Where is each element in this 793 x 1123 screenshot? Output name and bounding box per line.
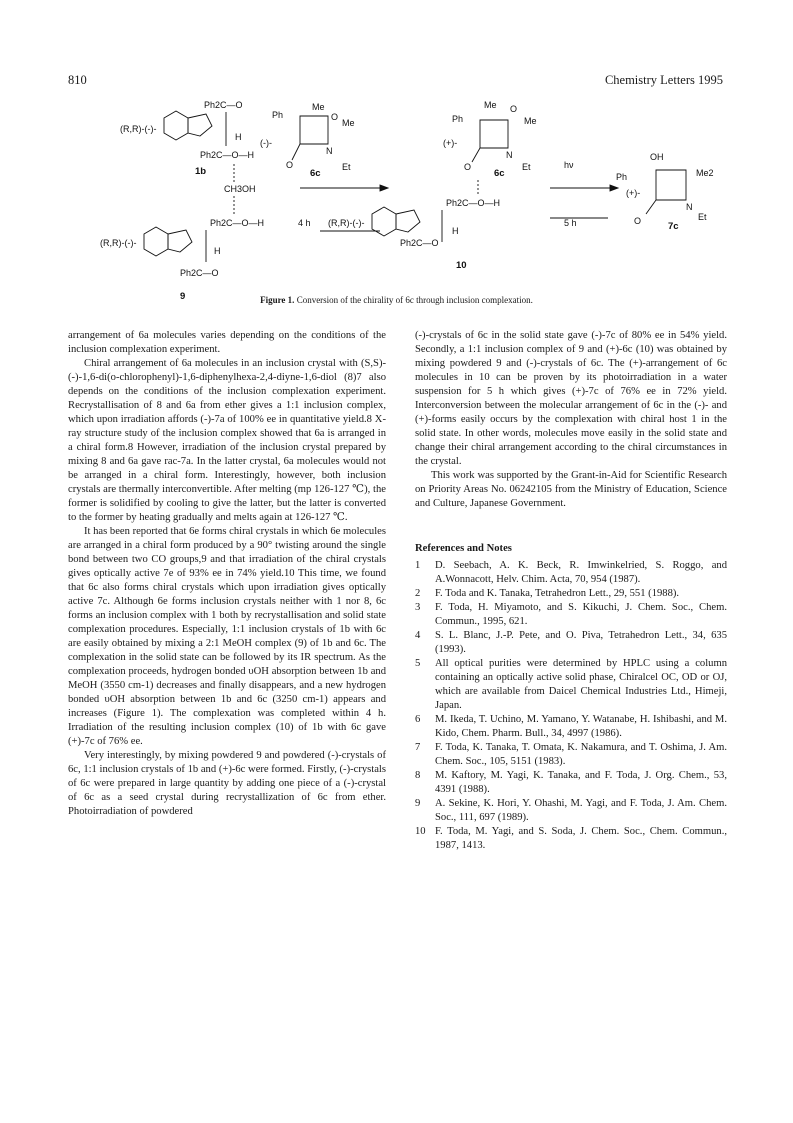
paragraph: Very interestingly, by mixing powdered 9 and powdered (-)-crystals of 6c, 1:1 inclusion crystals of 1b and (+)-6c were formed. Firstly, (-)-crystals of 6c were prepared in large quantity by adding one piece of a (-)-crystal of 6c as a seed crystal during recrystallization of 6c from ether. Photoirradiation of powdered bbox=[68, 750, 386, 817]
svg-text:Ph2C—O: Ph2C—O bbox=[204, 100, 243, 110]
journal-running-head: Chemistry Letters 1995 bbox=[604, 73, 723, 87]
cyclohexane-ring bbox=[164, 111, 188, 140]
svg-text:Me: Me bbox=[312, 102, 325, 112]
left-column bbox=[68, 329, 386, 819]
svg-text:Et: Et bbox=[522, 162, 531, 172]
figure-1-scheme bbox=[60, 96, 740, 301]
svg-text:(R,R)-(-)-: (R,R)-(-)- bbox=[328, 218, 365, 228]
svg-text:O: O bbox=[286, 160, 294, 170]
svg-text:Ph2C—O—H: Ph2C—O—H bbox=[446, 198, 501, 208]
svg-text:Me: Me bbox=[524, 116, 537, 126]
svg-text:(+)-: (+)- bbox=[626, 188, 641, 198]
svg-text:O: O bbox=[331, 112, 339, 122]
svg-text:Me: Me bbox=[342, 118, 355, 128]
reference-item: 6 M. Ikeda, T. Uchino, M. Yamano, Y. Watanabe, H. Ishibashi, and M. Kido, Chem. Pharm. Bull., 34, 4997 (1986). bbox=[415, 714, 727, 739]
svg-text:H: H bbox=[452, 226, 459, 236]
paragraph: (-)-crystals of 6c in the solid state gave (-)-7c of 80% ee in 54% yield. Secondly, a 1:1 inclusion complex of 9 and (+)-6c (10) was obtained by mixing powdered 9 and (-)-crystals of 6c. The (+)-arrangement of 6c molecules in 10 can be proven by its photoirradiation in a water suspension for 5 h which gives (+)-7c of 76% ee in 72% yield. Interconversion between the molecular arrangement of 6c in the (-)- and (+)-forms easily occurs by the complexation with chiral host 1 in the solid state. In other words, molecules move easily in the solid state and change their chiral arrangement according to the chiral circumstances in the crystal. bbox=[415, 330, 727, 467]
svg-text:hν: hν bbox=[564, 160, 574, 170]
svg-text:N: N bbox=[326, 146, 333, 156]
svg-text:O: O bbox=[510, 104, 518, 114]
svg-text:Me2: Me2 bbox=[696, 168, 714, 178]
svg-text:N: N bbox=[506, 150, 513, 160]
reference-item: 4 S. L. Blanc, J.-P. Pete, and O. Piva, Tetrahedron Lett., 34, 635 (1993). bbox=[415, 630, 727, 655]
references-list bbox=[415, 559, 727, 853]
page-number: 810 bbox=[68, 73, 87, 87]
compound-10-label: 10 bbox=[456, 260, 467, 271]
beta-lactam-ring bbox=[300, 116, 328, 144]
svg-text:H: H bbox=[235, 132, 242, 142]
reference-item: 10 F. Toda, M. Yagi, and S. Soda, J. Chem. Soc., Chem. Commun., 1987, 1413. bbox=[415, 826, 727, 851]
reference-item: 3 F. Toda, H. Miyamoto, and S. Kikuchi, J. Chem. Soc., Chem. Commun., 1995, 621. bbox=[415, 602, 727, 627]
svg-text:H: H bbox=[214, 246, 221, 256]
reference-item: 9 A. Sekine, K. Hori, Y. Ohashi, M. Yagi, and F. Toda, J. Am. Chem. Soc., 111, 697 (1989). bbox=[415, 798, 727, 823]
svg-text:(R,R)-(-)-: (R,R)-(-)- bbox=[100, 238, 137, 248]
reference-item: 1 D. Seebach, A. K. Beck, R. Imwinkelried, S. Roggo, and A.Wonnacott, Helv. Chim. Acta, 70, 954 (1987). bbox=[415, 560, 727, 585]
compound-6c-label: 6c bbox=[310, 168, 321, 179]
svg-text:Ph: Ph bbox=[452, 114, 464, 124]
svg-text:Ph2C—O—H: Ph2C—O—H bbox=[200, 150, 255, 160]
svg-text:O: O bbox=[464, 162, 472, 172]
paragraph: Chiral arrangement of 6a molecules in an inclusion crystal with (S,S)-(-)-1,6-di(o-chlorophenyl)-1,6-diphenylhexa-2,4-diyne-1,6-diol (8)7 also depends on the conditions of the inclusion complexation experiment. Recrystallisation of 8 and 6a from ether gives a 1:1 inclusion complex, which upon irradiation affords (-)-7a of 100% ee in quantitative yield.8 X-ray structure study of the inclusion complex showed that 6a is arranged in a chiral form.8 However, irradiation of the inclusion crystal prepared by mixing 8 and 6a gave rac-7a. In the latter crystal, 6a molecules would not be arranged in a chiral form. Interestingly, however, both inclusion crystals are thermally interconvertible. After melting (mp 126-127 ℃), the former is solidified by cooling to give the latter, but the latter is converted to the former by heating gradually and melts again at 126-127 ℃. bbox=[68, 358, 386, 523]
svg-text:Ph2C—O: Ph2C—O bbox=[180, 268, 219, 278]
svg-text:N: N bbox=[686, 202, 693, 212]
figure-caption: Figure 1. Conversion of the chirality of 6c through inclusion complexation. bbox=[260, 295, 533, 305]
svg-text:5 h: 5 h bbox=[564, 218, 577, 228]
svg-text:Ph: Ph bbox=[272, 110, 284, 120]
reference-item: 8 M. Kaftory, M. Yagi, K. Tanaka, and F. Toda, J. Org. Chem., 53, 4391 (1988). bbox=[415, 770, 727, 795]
svg-text:(+)-: (+)- bbox=[443, 138, 458, 148]
reference-item: 2 F. Toda and K. Tanaka, Tetrahedron Lett., 29, 551 (1988). bbox=[415, 588, 680, 599]
svg-text:Et: Et bbox=[342, 162, 351, 172]
dioxolane-ring bbox=[188, 114, 212, 136]
host-config-label: (R,R)-(-)- bbox=[120, 124, 157, 134]
right-column bbox=[415, 329, 727, 853]
compound-1b-label: 1b bbox=[195, 166, 207, 177]
svg-text:Ph2C—O: Ph2C—O bbox=[400, 238, 439, 248]
paragraph: This work was supported by the Grant-in-Aid for Scientific Research on Priority Areas No. 06242105 from the Ministry of Education, Science and Culture, Japanese Government. bbox=[415, 470, 727, 509]
references-heading: References and Notes bbox=[415, 543, 512, 554]
reference-item: 5 All optical purities were determined by HPLC using a column containing an optically active solid phase, Chiralcel OC, OD or OJ, which are available from Daicel Chemical Industries Ltd., Himeji, Japan. bbox=[415, 658, 727, 711]
compound-7c-label: 7c bbox=[668, 221, 679, 232]
paragraph: It has been reported that 6e forms chiral crystals in which 6e molecules are arranged in a chiral form produced by a 90° twisting around the single bond between two CO groups,9 and that irradiation of the chiral crystals gives optically active 7e of 93% ee in 74% yield.10 This time, we found that 6c also forms chiral crystals which upon irradiation gives optically active 7c. Although 6e forms inclusion crystals neither with 1 nor 8, 6c forms an inclusion complex with 1 both by recrystallisation and solid state complexation procedures. Especially, 1:1 inclusion crystals of 1b with 6c are easily obtained by mixing a 2:1 MeOH complex (9) of 1b and 6c. The complexation in the solid state can be followed by its IR spectrum. As the complexation proceeds, hydrogen bonded υOH absorption between 1b and MeOH (3550 cm-1) decreases and finally disappears, and a new hydrogen bonded υOH absorption between 1b and 6c (3250 cm-1) appears and increases (Figure 1). The complexation was completed within 4 h. Irradiation of the resulting inclusion complex (10) of 1b with 6c gave (+)-7c of 76% ee. bbox=[68, 526, 386, 747]
compound-6c-label: 6c bbox=[494, 168, 505, 179]
svg-text:Et: Et bbox=[698, 212, 707, 222]
svg-text:Ph: Ph bbox=[616, 172, 628, 182]
svg-text:4 h: 4 h bbox=[298, 218, 311, 228]
reference-item: 7 F. Toda, K. Tanaka, T. Omata, K. Nakamura, and T. Oshima, J. Am. Chem. Soc., 105, 5151 (1983). bbox=[415, 742, 727, 767]
svg-text:(-)-: (-)- bbox=[260, 138, 272, 148]
svg-text:CH3OH: CH3OH bbox=[224, 184, 256, 194]
svg-text:O: O bbox=[634, 216, 642, 226]
svg-text:OH: OH bbox=[650, 152, 664, 162]
svg-text:Me: Me bbox=[484, 100, 497, 110]
compound-9-label: 9 bbox=[180, 291, 186, 301]
svg-text:Ph2C—O—H: Ph2C—O—H bbox=[210, 218, 265, 228]
paragraph: arrangement of 6a molecules varies depending on the conditions of the inclusion complexation experiment. bbox=[68, 330, 386, 355]
